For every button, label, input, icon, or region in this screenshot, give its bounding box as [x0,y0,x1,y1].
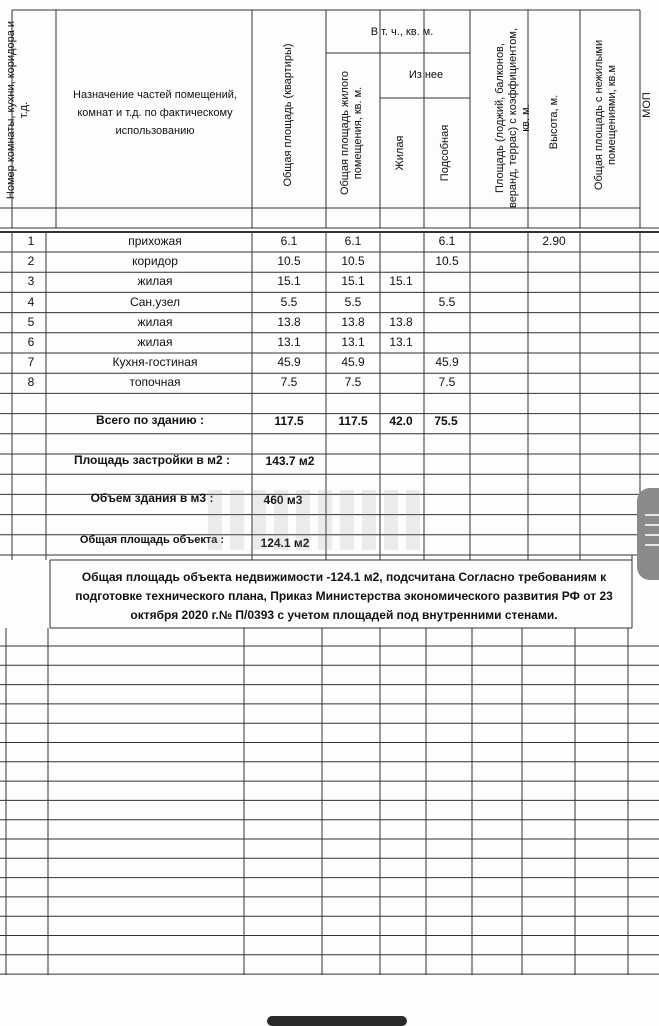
total-area: 45.9 [277,355,301,370]
auxiliary-area: 7.5 [438,375,456,390]
room-purpose: коридор [132,254,178,269]
auxiliary-area: 10.5 [435,254,459,269]
header-room-number: Номер комнаты, кухни, коридора и т.д. [5,20,30,200]
building-area-label: Площадь застройки в м2 : [73,453,231,467]
living-area: 13.8 [389,314,413,329]
header-auxiliary: Подсобная [439,124,451,182]
total-area: 13.1 [277,335,301,349]
total-area: 15.1 [277,274,301,289]
living-total-area: 10.5 [341,254,365,269]
header-balcony: Площадь (лоджий, балконов, веранд, террас) с коэффициентом, кв. м. [494,27,532,209]
header-total-area: Общая площадь (квартиры) [282,43,294,187]
object-area-value: 124.1 м2 [260,536,310,550]
header-nonresidential: Общая площадь с нежилыми помещениями, кв.м [593,39,618,191]
row-number: 1 [27,234,35,248]
living-total-area: 15.1 [341,274,365,289]
room-purpose: топочная [129,375,181,390]
row-number: 2 [27,254,35,269]
living-total-area: 13.8 [341,314,365,329]
living-total-area: 7.5 [344,375,362,390]
building-area-value: 143.7 м2 [265,454,315,468]
row-number: 7 [27,355,35,370]
header-living-total: Общая площадь жилого помещения, кв. м. [339,70,364,196]
header-group-of-which: Из нее [408,69,444,81]
living-total-area: 13.1 [341,335,365,349]
header-cut-column: МОП [641,92,653,118]
object-area-label: Общая площадь объекта : [79,534,225,546]
row-number: 3 [27,274,35,289]
room-purpose: прихожая [128,234,182,248]
room-purpose: жилая [137,335,173,349]
row-number: 8 [27,375,35,390]
totals-living-total: 117.5 [338,414,368,428]
total-area: 6.1 [280,234,298,248]
living-area: 13.1 [389,335,413,349]
header-group-incl: В т. ч., кв. м. [370,26,434,38]
living-total-area: 5.5 [344,294,362,309]
row-number: 5 [27,314,35,329]
row-number: 6 [27,335,35,349]
living-total-area: 45.9 [341,355,365,370]
living-total-area: 6.1 [344,234,362,248]
building-volume-value: 460 м3 [263,493,303,507]
header-living: Жилая [394,135,406,171]
building-volume-label: Объем здания в м3 : [90,491,214,505]
total-area: 7.5 [280,375,298,390]
room-purpose: жилая [137,274,173,289]
totals-living: 42.0 [389,414,413,428]
totals-auxiliary: 75.5 [434,414,458,428]
header-purpose: Назначение частей помещений, комнат и т.д. по фактическому использованию [73,89,237,137]
total-area: 13.8 [277,314,301,329]
room-purpose: Кухня-гостиная [112,355,198,370]
total-area: 5.5 [280,294,298,309]
totals-total-area: 117.5 [274,414,304,428]
auxiliary-area: 6.1 [438,234,456,248]
area-calculation-note: Общая площадь объекта недвижимости -124.1 м2, подсчитана Согласно требованиям к подготовке технического плана, Приказ Министерства экономического развития РФ от 23 октября 2020 г.№ П/0393 с учетом площадей под внутренними стенами. [75,570,613,622]
room-purpose: жилая [137,314,173,329]
total-area: 10.5 [277,254,301,269]
header-height: Высота, м. [548,94,560,150]
room-purpose: Сан.узел [129,294,181,309]
ceiling-height: 2.90 [542,234,566,248]
row-number: 4 [27,294,35,309]
totals-label: Всего по зданию : [96,413,204,427]
auxiliary-area: 45.9 [435,355,459,370]
living-area: 15.1 [389,274,413,289]
auxiliary-area: 5.5 [438,294,456,309]
